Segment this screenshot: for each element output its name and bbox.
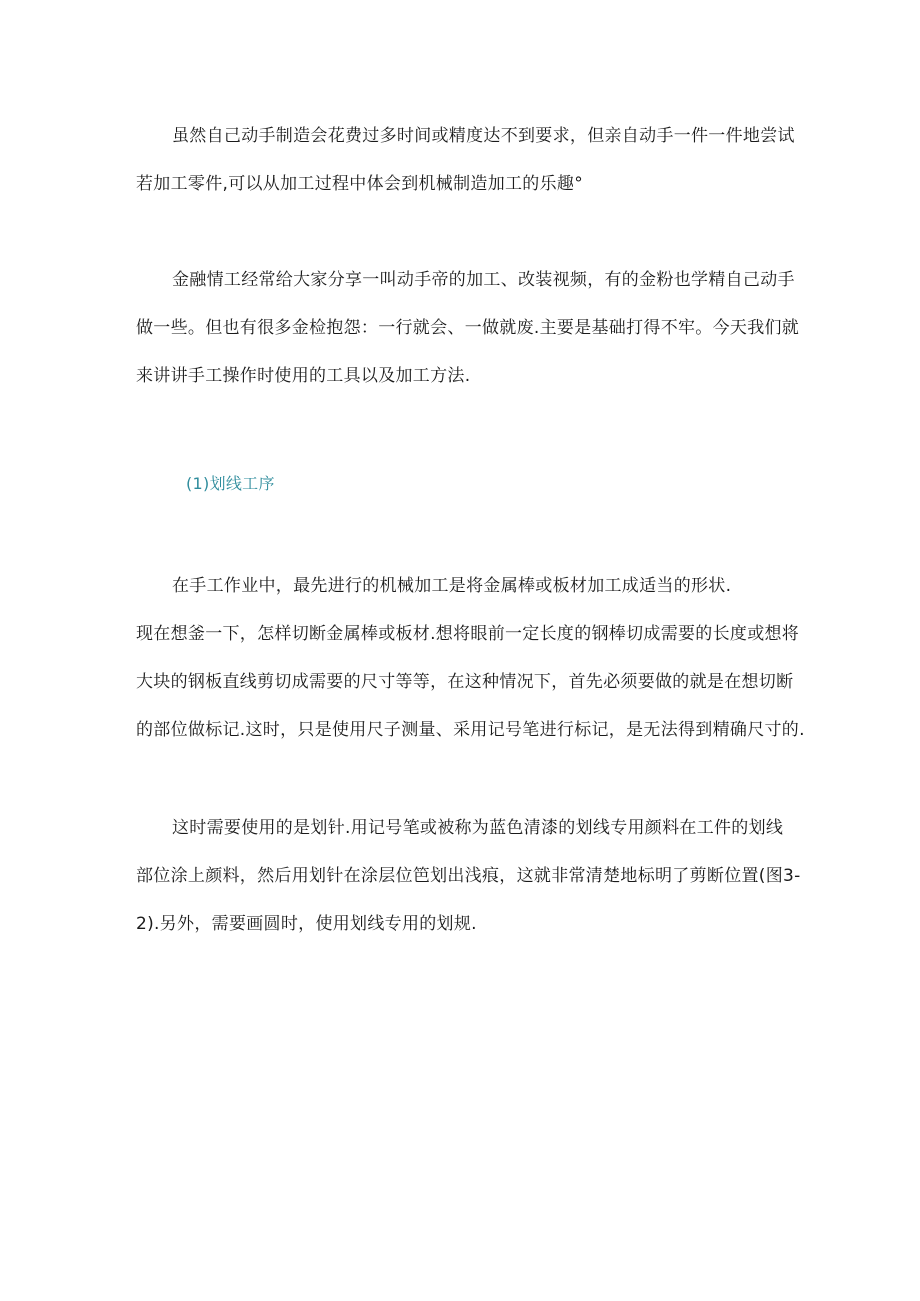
paragraph-3-line-3: 大块的钢板直线剪切成需要的尺寸等等，在这种情况下，首先必须要做的就是在想切断 xyxy=(136,672,794,692)
paragraph-4-line-2: 部位涂上颜料，然后用划针在涂层位笆划出浅痕，这就非常清楚地标明了剪断位置(图3- xyxy=(136,866,801,886)
paragraph-2-line-2: 做一些。但也有很多金检抱怨：一行就会、一做就废.主要是基础打得不牢。今天我们就 xyxy=(136,318,800,338)
paragraph-2-line-1: 金融情工经常给大家分享一叫动手帝的加工、改装视频，有的金粉也学精自己动手 xyxy=(172,270,795,290)
paragraph-3-line-4: 的部位做标记.这时，只是使用尺子测量、采用记号笔进行标记，是无法得到精确尺寸的. xyxy=(136,720,805,740)
section-heading: (1)划线工序 xyxy=(186,474,275,493)
paragraph-2-line-3: 来讲讲手工操作时使用的工具以及加工方法. xyxy=(136,366,471,386)
paragraph-4-line-1: 这时需要使用的是划针.用记号笔或被称为蓝色清漆的划线专用颜料在工件的划线 xyxy=(172,818,784,838)
paragraph-3-line-2: 现在想釜一下，怎样切断金属棒或板材.想将眼前一定长度的钢棒切成需要的长度或想将 xyxy=(136,624,800,644)
paragraph-1-line-1: 虽然自己动手制造会花费过多时间或精度达不到要求，但亲自动手一件一件地尝试 xyxy=(172,126,795,146)
paragraph-3-line-1: 在手工作业中，最先进行的机械加工是将金属棒或板材加工成适当的形状. xyxy=(172,576,732,596)
paragraph-1-line-2: 若加工零件,可以从加工过程中体会到机械制造加工的乐趣° xyxy=(136,174,584,194)
paragraph-4-line-3: 2).另外，需要画圆时，使用划线专用的划规. xyxy=(136,914,477,934)
